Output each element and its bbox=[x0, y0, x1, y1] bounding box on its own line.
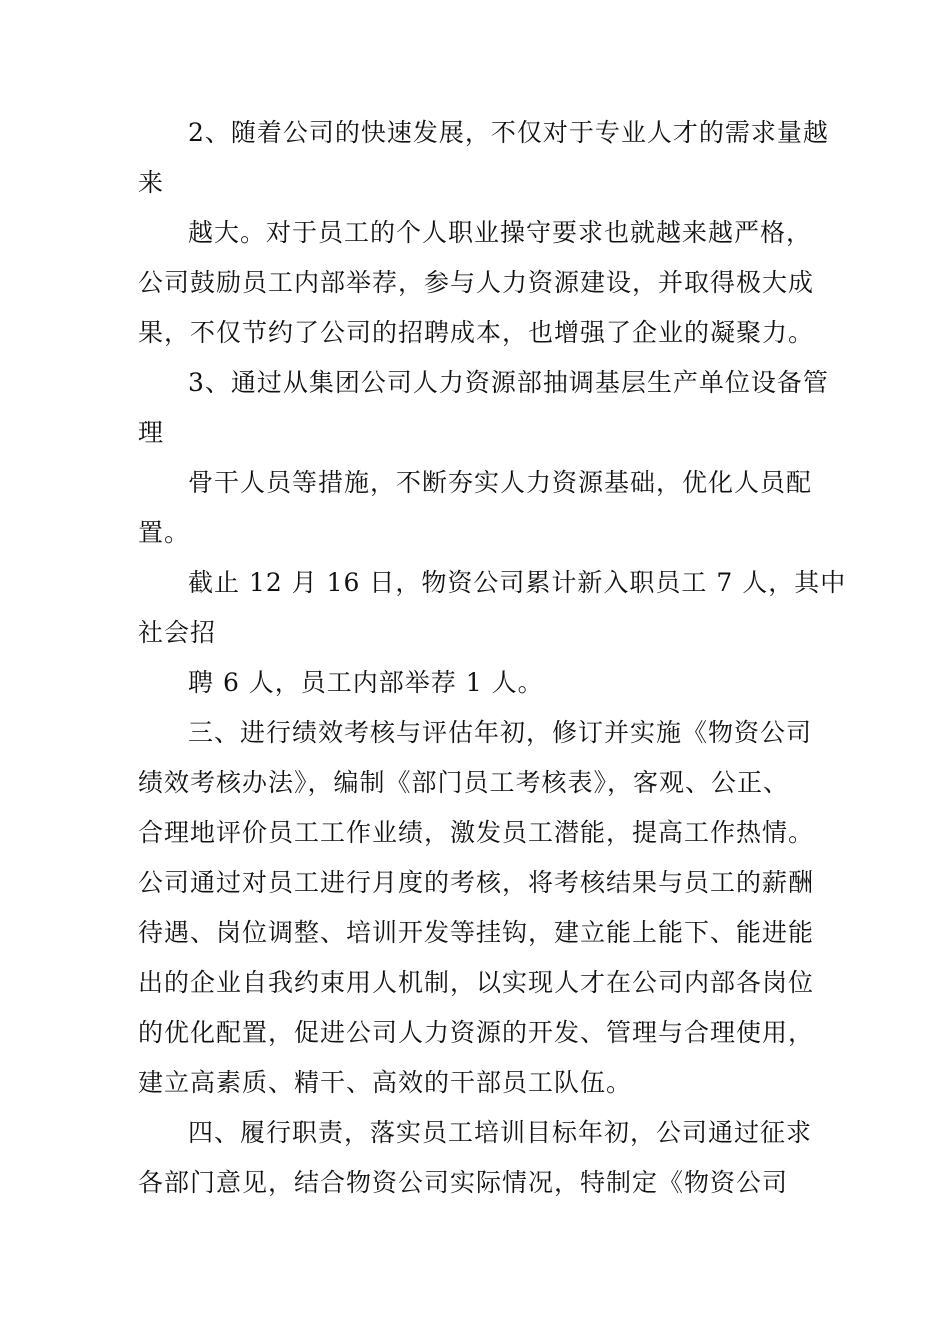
text-line: 的优化配置，促进公司人力资源的开发、管理与合理使用， bbox=[138, 1018, 815, 1047]
text-line: 3、通过从集团公司人力资源部抽调基层生产单位设备管 bbox=[188, 368, 829, 397]
text-line: 公司鼓励员工内部举荐，参与人力资源建设，并取得极大成 bbox=[138, 268, 815, 297]
text-line: 理 bbox=[138, 418, 165, 447]
text-line: 社会招 bbox=[138, 618, 217, 647]
text-line: 绩效考核办法》，编制《部门员工考核表》，客观、公正、 bbox=[138, 768, 790, 797]
text-line: 聘 6 人，员工内部举荐 1 人。 bbox=[188, 668, 544, 697]
text-line: 公司通过对员工进行月度的考核，将考核结果与员工的薪酬 bbox=[138, 868, 815, 897]
text-line: 各部门意见，结合物资公司实际情况，特制定《物资公司 bbox=[138, 1168, 789, 1197]
text-line: 骨干人员等措施，不断夯实人力资源基础，优化人员配 bbox=[188, 468, 813, 497]
text-line: 出的企业自我约束用人机制，以实现人才在公司内部各岗位 bbox=[138, 968, 815, 997]
text-line: 越大。对于员工的个人职业操守要求也就越来越严格， bbox=[188, 218, 813, 247]
text-line: 合理地评价员工工作业绩，激发员工潜能，提高工作热情。 bbox=[138, 818, 815, 847]
text-line: 果，不仅节约了公司的招聘成本，也增强了企业的凝聚力。 bbox=[138, 318, 815, 347]
text-line: 来 bbox=[138, 168, 165, 197]
text-line: 待遇、岗位调整、培训开发等挂钩，建立能上能下、能进能 bbox=[138, 918, 815, 947]
text-line: 建立高素质、精干、高效的干部员工队伍。 bbox=[138, 1068, 633, 1097]
text-line: 三、进行绩效考核与评估年初，修订并实施《物资公司 bbox=[188, 718, 813, 747]
text-line: 置。 bbox=[138, 518, 191, 547]
text-line: 截止 12 月 16 日，物资公司累计新入职员工 7 人，其中 bbox=[188, 568, 847, 597]
text-line: 2、随着公司的快速发展，不仅对于专业人才的需求量越 bbox=[188, 118, 829, 147]
text-line: 四、履行职责，落实员工培训目标年初，公司通过征求 bbox=[188, 1118, 813, 1147]
